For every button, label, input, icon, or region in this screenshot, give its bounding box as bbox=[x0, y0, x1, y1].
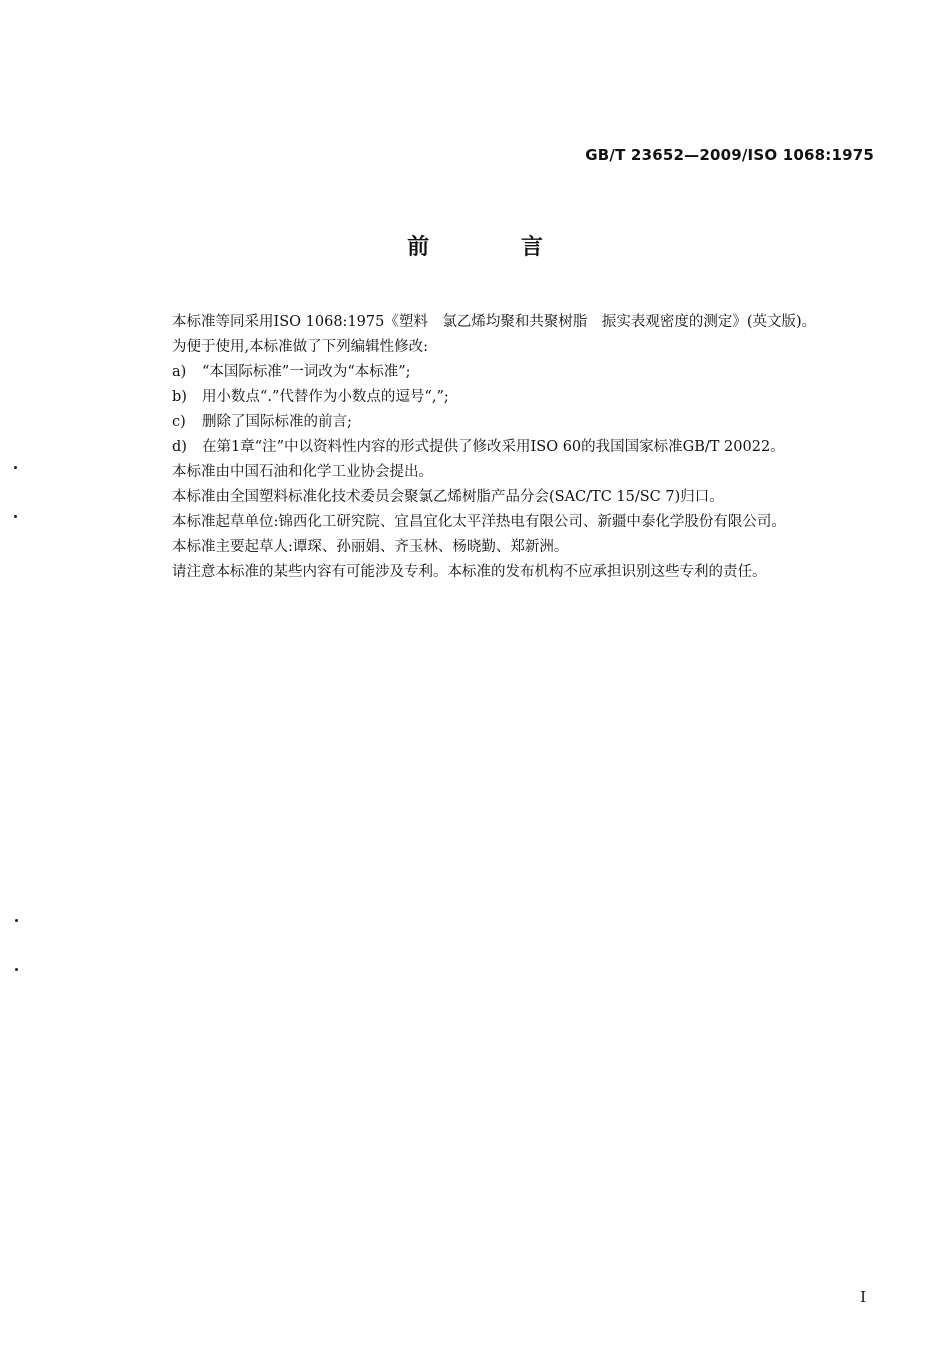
list-item-text: “本国际标准”一词改为“本标准”; bbox=[202, 364, 411, 380]
paragraph-proposer: 本标准由中国石油和化学工业协会提出。 bbox=[172, 464, 433, 480]
paragraph-drafters: 本标准主要起草人:谭琛、孙丽娟、齐玉林、杨晓勤、郑新洲。 bbox=[172, 539, 569, 555]
list-marker: d) bbox=[172, 439, 187, 455]
scan-speck bbox=[14, 466, 17, 469]
page-number: I bbox=[860, 1288, 866, 1306]
list-marker: b) bbox=[172, 389, 187, 405]
paragraph-committee: 本标准由全国塑料标准化技术委员会聚氯乙烯树脂产品分会(SAC/TC 15/SC 7)归口。 bbox=[172, 489, 724, 505]
scan-speck bbox=[15, 968, 18, 971]
paragraph-patent-notice: 请注意本标准的某些内容有可能涉及专利。本标准的发布机构不应承担识别这些专利的责任。 bbox=[172, 564, 767, 580]
list-marker: c) bbox=[172, 414, 186, 430]
list-item-text: 删除了国际标准的前言; bbox=[202, 414, 352, 430]
page-title: 前 言 bbox=[407, 235, 585, 260]
paragraph-edits-intro: 为便于使用,本标准做了下列编辑性修改: bbox=[172, 339, 428, 355]
list-item bbox=[172, 410, 892, 435]
paragraph-drafting-units: 本标准起草单位:锦西化工研究院、宜昌宜化太平洋热电有限公司、新疆中泰化学股份有限公司。 bbox=[172, 514, 786, 530]
standard-code: GB/T 23652—2009/ISO 1068:1975 bbox=[585, 146, 874, 164]
foreword-body bbox=[172, 310, 892, 585]
list-item-text: 在第1章“注”中以资料性内容的形式提供了修改采用ISO 60的我国国家标准GB/T 20022。 bbox=[202, 439, 785, 455]
paragraph-adoption: 本标准等同采用ISO 1068:1975《塑料 氯乙烯均聚和共聚树脂 振实表观密度的测定》(英文版)。 bbox=[172, 314, 817, 330]
list-item bbox=[172, 435, 892, 460]
scan-speck bbox=[15, 919, 18, 922]
scan-speck bbox=[14, 515, 17, 518]
list-item-text: 用小数点“.”代替作为小数点的逗号“,”; bbox=[202, 389, 449, 405]
list-marker: a) bbox=[172, 364, 187, 380]
list-item bbox=[172, 360, 892, 385]
list-item bbox=[172, 385, 892, 410]
